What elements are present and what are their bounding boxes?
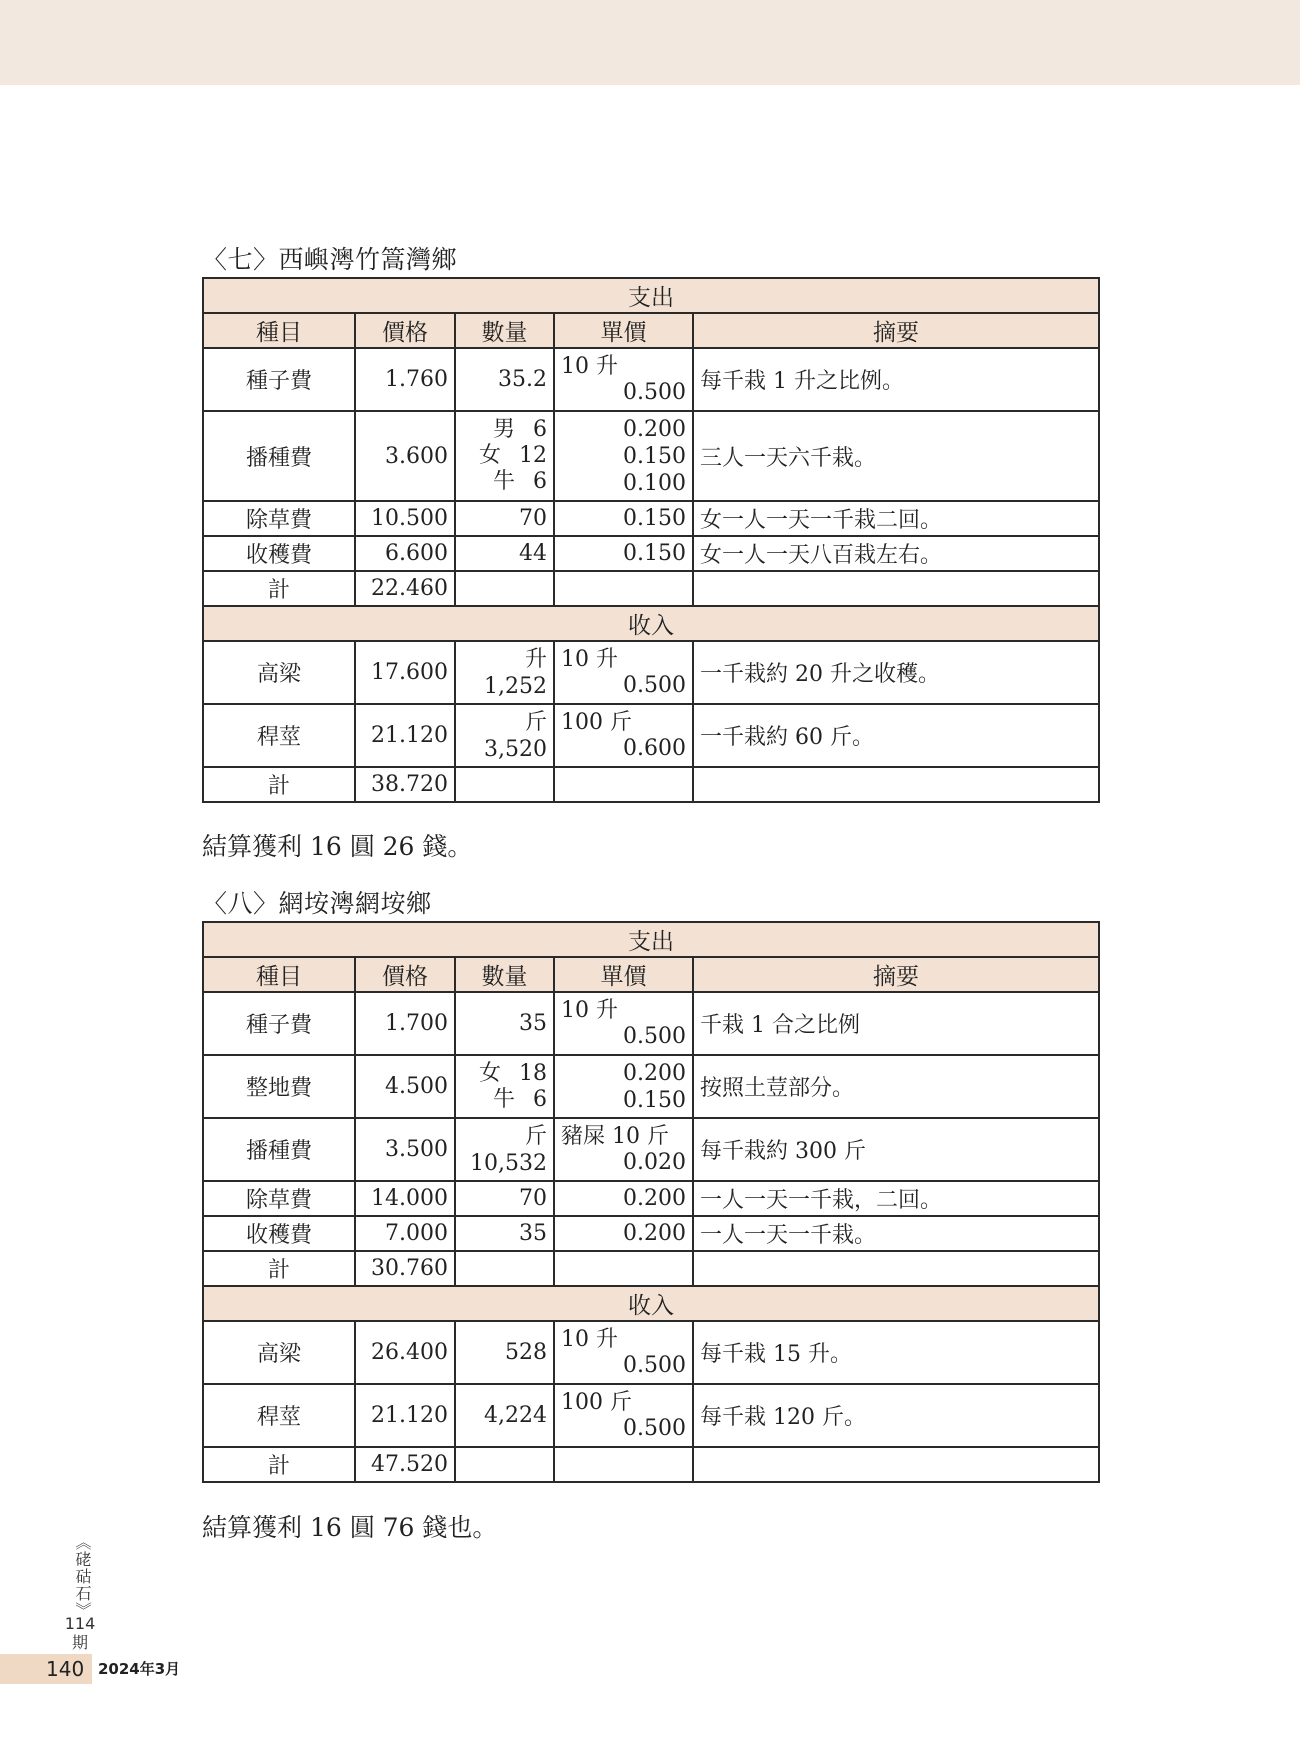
note-cell: 一人一天一千栽。 xyxy=(693,1216,1099,1251)
journal-title: 《硓𥑮石》 xyxy=(73,1534,92,1619)
total-label: 計 xyxy=(203,571,355,606)
total-row xyxy=(203,1251,1099,1286)
issue-unit: 期 xyxy=(71,1633,88,1652)
unit-cell xyxy=(554,1055,693,1118)
top-band xyxy=(0,0,1300,85)
qty-value: 6 xyxy=(533,469,547,494)
unit-value: 0.600 xyxy=(623,735,686,761)
price-cell: 4.500 xyxy=(355,1055,455,1118)
unit-top: 10 升 xyxy=(561,646,618,672)
qty-value: 3,520 xyxy=(484,736,547,762)
total-value: 38.720 xyxy=(355,767,455,802)
price-cell: 3.600 xyxy=(355,411,455,501)
price-cell: 7.000 xyxy=(355,1216,455,1251)
qty-value: 18 xyxy=(519,1060,547,1086)
column-header: 數量 xyxy=(455,957,554,992)
qty-value: 10,532 xyxy=(470,1150,547,1176)
note-cell: 每千栽 15 升。 xyxy=(693,1321,1099,1384)
unit-value: 0.100 xyxy=(623,470,686,496)
column-header: 摘要 xyxy=(693,957,1099,992)
total-label: 計 xyxy=(203,1251,355,1286)
unit-cell xyxy=(554,1321,693,1384)
section-title: 〈八〉網垵澚網垵鄉 xyxy=(202,889,432,918)
unit-cell xyxy=(554,1384,693,1447)
qty-cell: 4,224 xyxy=(455,1384,554,1447)
total-value: 22.460 xyxy=(355,571,455,606)
price-cell: 21.120 xyxy=(355,1384,455,1447)
qty-label: 女 xyxy=(478,443,501,468)
qty-cell: 70 xyxy=(455,1181,554,1216)
table-row xyxy=(203,411,1099,501)
table-row xyxy=(203,992,1099,1055)
qty-cell: 528 xyxy=(455,1321,554,1384)
unit-top: 豬屎 10 斤 xyxy=(561,1123,669,1149)
qty-unit: 斤 xyxy=(524,709,547,735)
qty-label: 男 xyxy=(492,417,515,442)
income-header: 收入 xyxy=(203,606,1099,641)
total-value: 47.520 xyxy=(355,1447,455,1482)
table-row xyxy=(203,641,1099,704)
item-cell: 收穫費 xyxy=(203,536,355,571)
item-cell: 除草費 xyxy=(203,1181,355,1216)
note-cell: 一千栽約 20 升之收穫。 xyxy=(693,641,1099,704)
price-cell: 26.400 xyxy=(355,1321,455,1384)
note-cell: 每千栽 120 斤。 xyxy=(693,1384,1099,1447)
note-cell: 每千栽約 300 斤 xyxy=(693,1118,1099,1181)
column-header: 摘要 xyxy=(693,313,1099,348)
item-cell: 種子費 xyxy=(203,348,355,411)
item-cell: 高梁 xyxy=(203,641,355,704)
expense-header: 支出 xyxy=(203,922,1099,957)
price-cell: 17.600 xyxy=(355,641,455,704)
unit-value: 0.500 xyxy=(623,1352,686,1378)
total-row xyxy=(203,571,1099,606)
page-number: 140 xyxy=(46,1657,85,1681)
price-cell: 1.760 xyxy=(355,348,455,411)
qty-label: 牛 xyxy=(492,1086,515,1112)
item-cell: 整地費 xyxy=(203,1055,355,1118)
price-cell: 14.000 xyxy=(355,1181,455,1216)
note-cell: 一千栽約 60 斤。 xyxy=(693,704,1099,767)
ledger-table-8 xyxy=(202,921,1100,1483)
unit-value: 0.500 xyxy=(623,672,686,698)
qty-label: 女 xyxy=(478,1060,501,1086)
item-cell: 播種費 xyxy=(203,1118,355,1181)
note-cell: 一人一天一千栽，二回。 xyxy=(693,1181,1099,1216)
qty-unit: 升 xyxy=(524,646,547,672)
table-row xyxy=(203,1181,1099,1216)
column-header: 種目 xyxy=(203,313,355,348)
qty-cell xyxy=(455,704,554,767)
total-label: 計 xyxy=(203,767,355,802)
settlement-summary: 結算獲利 16 圓 26 錢。 xyxy=(202,832,473,861)
total-row xyxy=(203,1447,1099,1482)
qty-cell xyxy=(455,411,554,501)
qty-value: 6 xyxy=(533,1086,547,1112)
unit-cell xyxy=(554,1118,693,1181)
table-row xyxy=(203,536,1099,571)
issue-number: 114 xyxy=(64,1614,96,1633)
qty-unit: 斤 xyxy=(524,1123,547,1149)
qty-cell: 44 xyxy=(455,536,554,571)
table-row xyxy=(203,501,1099,536)
unit-value: 0.200 xyxy=(623,416,686,442)
price-cell: 21.120 xyxy=(355,704,455,767)
qty-value: 12 xyxy=(519,443,547,468)
unit-cell: 0.150 xyxy=(554,536,693,571)
unit-cell: 0.200 xyxy=(554,1216,693,1251)
qty-cell xyxy=(455,641,554,704)
unit-top: 10 升 xyxy=(561,997,618,1023)
unit-value: 0.150 xyxy=(623,1087,686,1113)
column-header: 數量 xyxy=(455,313,554,348)
price-cell: 1.700 xyxy=(355,992,455,1055)
item-cell: 稈莖 xyxy=(203,704,355,767)
item-cell: 稈莖 xyxy=(203,1384,355,1447)
qty-cell: 35.2 xyxy=(455,348,554,411)
note-cell: 千栽 1 合之比例 xyxy=(693,992,1099,1055)
column-header: 價格 xyxy=(355,313,455,348)
income-header: 收入 xyxy=(203,1286,1099,1321)
unit-top: 10 升 xyxy=(561,353,618,379)
column-header: 種目 xyxy=(203,957,355,992)
price-cell: 10.500 xyxy=(355,501,455,536)
note-cell: 女一人一天八百栽左右。 xyxy=(693,536,1099,571)
unit-value: 0.500 xyxy=(623,1023,686,1049)
unit-cell xyxy=(554,704,693,767)
column-header: 單價 xyxy=(554,957,693,992)
expense-header: 支出 xyxy=(203,278,1099,313)
unit-top: 10 升 xyxy=(561,1326,618,1352)
unit-value: 0.020 xyxy=(623,1149,686,1175)
item-cell: 除草費 xyxy=(203,501,355,536)
unit-cell xyxy=(554,992,693,1055)
unit-cell: 0.150 xyxy=(554,501,693,536)
table-row xyxy=(203,348,1099,411)
table-row xyxy=(203,1118,1099,1181)
qty-cell xyxy=(455,1118,554,1181)
item-cell: 收穫費 xyxy=(203,1216,355,1251)
note-cell: 每千栽 1 升之比例。 xyxy=(693,348,1099,411)
table-row xyxy=(203,1321,1099,1384)
unit-cell xyxy=(554,348,693,411)
section-title: 〈七〉西嶼澚竹篙灣鄉 xyxy=(202,245,458,274)
issue-label xyxy=(58,1614,102,1652)
qty-value: 1,252 xyxy=(484,673,547,699)
table-row xyxy=(203,1055,1099,1118)
qty-cell: 35 xyxy=(455,1216,554,1251)
price-cell: 3.500 xyxy=(355,1118,455,1181)
item-cell: 種子費 xyxy=(203,992,355,1055)
note-cell: 女一人一天一千栽二回。 xyxy=(693,501,1099,536)
unit-top: 100 斤 xyxy=(561,709,632,735)
unit-value: 0.150 xyxy=(623,443,686,469)
column-header: 價格 xyxy=(355,957,455,992)
unit-value: 0.500 xyxy=(623,379,686,405)
unit-value: 0.500 xyxy=(623,1415,686,1441)
issue-date: 2024年3月 xyxy=(98,1660,181,1678)
total-label: 計 xyxy=(203,1447,355,1482)
total-row xyxy=(203,767,1099,802)
settlement-summary: 結算獲利 16 圓 76 錢也。 xyxy=(202,1513,498,1542)
qty-cell: 35 xyxy=(455,992,554,1055)
qty-value: 6 xyxy=(533,417,547,442)
item-cell: 高梁 xyxy=(203,1321,355,1384)
note-cell: 三人一天六千栽。 xyxy=(693,411,1099,501)
unit-cell xyxy=(554,641,693,704)
unit-value: 0.200 xyxy=(623,1060,686,1086)
qty-cell: 70 xyxy=(455,501,554,536)
qty-label: 牛 xyxy=(492,469,515,494)
price-cell: 6.600 xyxy=(355,536,455,571)
qty-cell xyxy=(455,1055,554,1118)
unit-top: 100 斤 xyxy=(561,1389,632,1415)
item-cell: 播種費 xyxy=(203,411,355,501)
unit-cell: 0.200 xyxy=(554,1181,693,1216)
ledger-table-7 xyxy=(202,277,1100,803)
table-row xyxy=(203,1216,1099,1251)
table-row xyxy=(203,704,1099,767)
total-value: 30.760 xyxy=(355,1251,455,1286)
unit-cell xyxy=(554,411,693,501)
column-header: 單價 xyxy=(554,313,693,348)
table-row xyxy=(203,1384,1099,1447)
note-cell: 按照土荳部分。 xyxy=(693,1055,1099,1118)
